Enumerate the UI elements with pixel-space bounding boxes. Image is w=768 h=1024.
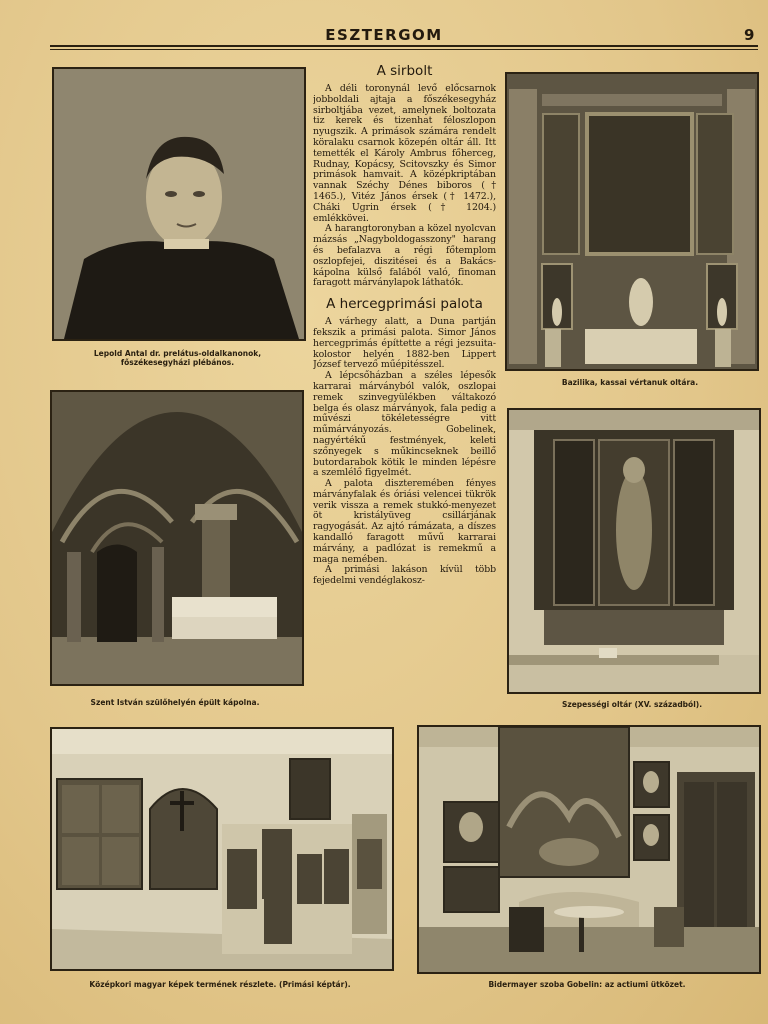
palota-paragraph-1: A várhegy alatt, a Duna partján fekszik a primási palota. Simor János hercegprimás építtette a régi jezsuita-kolostor helyén 1882-ben Lippert József tervező műépitésszel.: [313, 316, 496, 371]
article-column: [313, 62, 496, 714]
header-rule-thin: [50, 49, 758, 50]
portrait-photo: [52, 67, 306, 341]
kapolna-caption: Szent István szülőhelyén épült kápolna.: [90, 698, 260, 707]
section-title-palota: A hercegprimási palota: [326, 296, 483, 313]
szepessegi-altar-photo: [507, 408, 761, 694]
kapolna-photo: [50, 390, 304, 686]
section-title-sirbolt: A sirbolt: [376, 63, 433, 79]
bidermayer-szoba-photo: [417, 725, 761, 974]
kozepkori-kepek-photo: [50, 727, 394, 971]
palota-paragraph-3: A palota diszteremében fényes márványfalak és óriási velencei tükrök verik vissza a remek stukkó-menyezet öt kristályüveg csillárjának ragyogását. Az ajtó rámázata, a díszes kandalló faragott művű karrarai márvány, a padlózat is remekmű a maga nemében.: [313, 478, 496, 565]
bidermayer-caption: Bidermayer szoba Gobelin: az actiumi ütközet.: [488, 980, 686, 989]
sirbolt-paragraph-1: A déli toronynál levő előcsarnok jobboldali ajtaja a főszékesegyház sirboltjába vezet, amelynek boltozata tiz kerek és tizenhat féloszlopon nyugszik. A primások számára rendelt köralaku csarnok közepén oltár áll. Itt temették el Károly Ambrus főherceg, Rudnay, Kopácsy, Scitovszky és Simor primások hamvait. A középkriptában vannak Széchy Dénes biboros († 1465.), Vitéz János érsek († 1472.), Cháki Ugrin érsek († 1204.) emlékkövei.: [313, 83, 496, 224]
kozepkori-kepek-caption: Középkori magyar képek termének részlete. (Primási képtár).: [89, 980, 351, 989]
szepessegi-caption: Szepességi oltár (XV. századból).: [561, 700, 703, 709]
header-rule: [50, 45, 758, 47]
page-number: 9: [744, 26, 755, 44]
bazilika-altar-photo: [505, 72, 759, 371]
portrait-caption: Lepold Antal dr. prelátus-oldalkanonok, főszékesegyházi plébános.: [93, 349, 262, 367]
palota-paragraph-2: A lépcsőházban a széles lépesők karrarai márványból valók, oszlopai remek szinvegyülékben váltakozó belga és olasz márványok, fala pedig a művészi tökéletességre vitt műmárványozás. Gobelinek, nagyértékű festmények, keleti szőnyegek s műkincseknek beillő butordarabok kötik le minden lépésre a szemlélő figyelmét.: [313, 370, 496, 479]
sirbolt-paragraph-2: A harangtoronyban a közel nyolcvan mázsás „Nagyboldogasszony" harang és befalazva a régi főtemplom oszlopfejei, diszitései és a Bakács-kápolna külső falából való, finoman faragott márványlapok láthatók.: [313, 223, 496, 289]
palota-paragraph-4: A primási lakáson kívül több fejedelmi vendéglakosz-: [313, 564, 496, 587]
bazilika-caption: Bazilika, kassai vértanuk oltára.: [561, 378, 699, 387]
page-header-title: ESZTERGOM: [325, 26, 443, 44]
